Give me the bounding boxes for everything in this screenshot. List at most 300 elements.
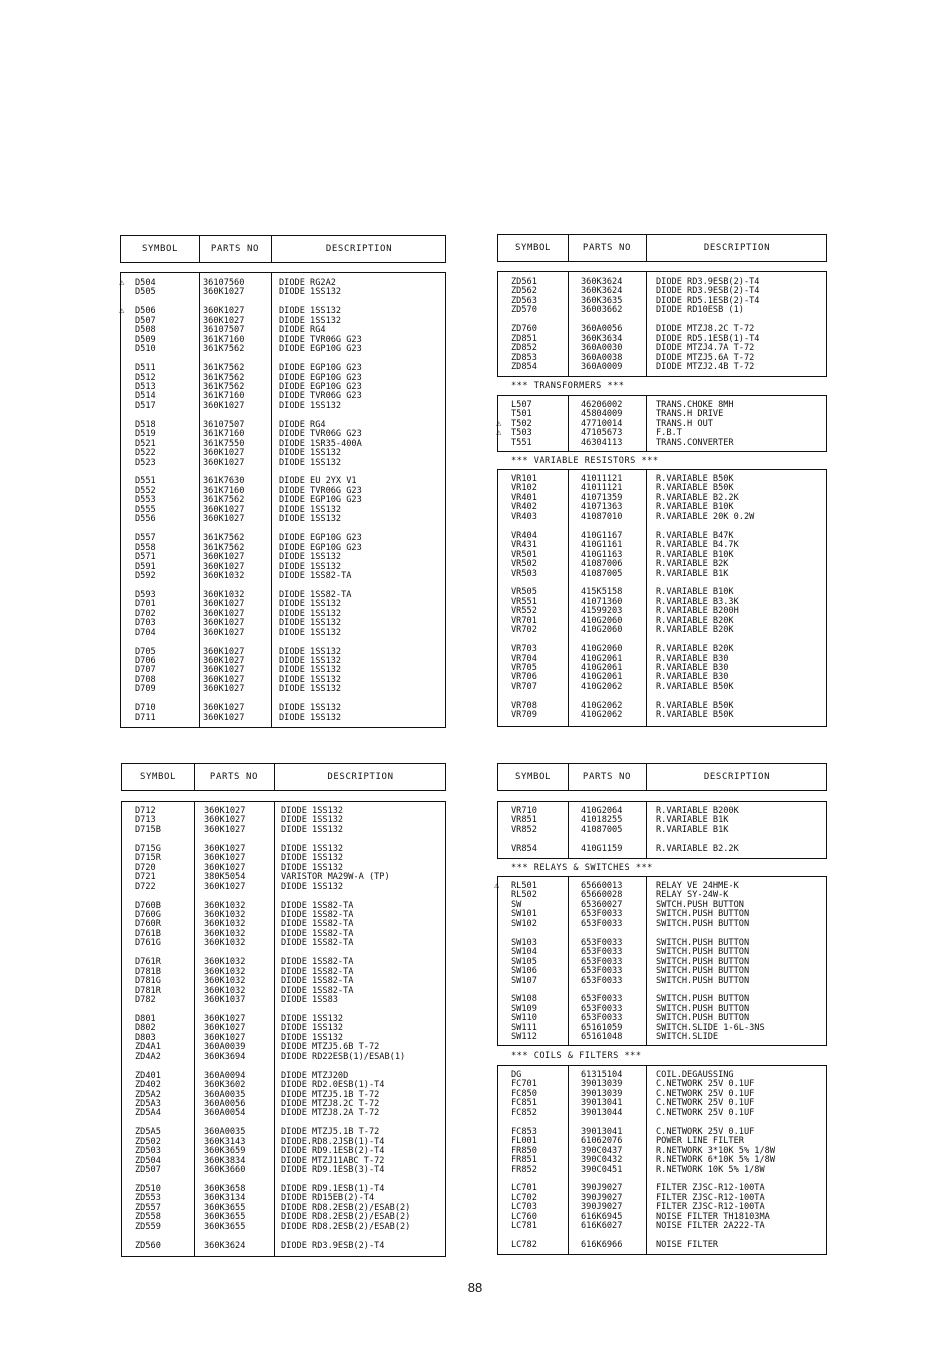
parts-no-cell: 360K3694 [204, 1051, 246, 1062]
parts-no-cell: 45804009 [581, 409, 623, 420]
description-cell: DIODE MTZJ8.2C T-72 [281, 1098, 380, 1109]
parts-no-cell: 361K7562 [203, 363, 245, 374]
parts-no-cell: 361K7562 [203, 495, 245, 506]
parts-no-cell: 410G1163 [581, 549, 623, 560]
table-row [0, 401, 950, 411]
symbol-cell: ZD570 [511, 305, 537, 316]
description-cell: DIODE 1SS83 [281, 995, 338, 1005]
symbol-cell: ZD557 [135, 1202, 161, 1213]
parts-no-cell: 360K1027 [204, 824, 246, 835]
symbol-cell: SW104 [511, 947, 537, 958]
table-row [0, 1184, 950, 1194]
description-cell: DIODE 1SS132 [279, 315, 342, 326]
parts-no-cell: 410G2061 [581, 672, 623, 683]
parts-no-cell: 410G2064 [581, 806, 623, 816]
symbol-cell: D707 [135, 665, 156, 676]
description-cell: SWITCH.PUSH BUTTON [656, 909, 750, 920]
parts-no-cell: 65161048 [581, 1032, 623, 1043]
symbol-cell: LC760 [511, 1211, 537, 1222]
symbol-cell: ZD507 [135, 1165, 161, 1176]
table-row [0, 1014, 950, 1024]
description-cell: DIODE 1SS132 [279, 552, 342, 563]
table-row [0, 683, 950, 693]
description-cell: F.B.T [656, 428, 682, 439]
table-row [0, 570, 950, 580]
description-cell: DIODE EGP10G G23 [279, 344, 362, 355]
table-row [0, 673, 950, 683]
description-cell: R.VARIABLE B2K [656, 559, 729, 570]
description-cell: DIODE 1SS132 [279, 608, 342, 619]
symbol-cell: D505 [135, 287, 156, 298]
header-parts-no: PARTS NO [582, 243, 632, 253]
symbol-cell: D509 [135, 334, 156, 345]
symbol-cell: FR850 [511, 1145, 537, 1156]
table-row [0, 344, 950, 354]
description-cell: FILTER ZJSC-R12-100TA [656, 1183, 765, 1194]
description-cell: R.VARIABLE B1K [656, 824, 729, 835]
symbol-cell: D760B [135, 900, 161, 911]
table-row [0, 1147, 950, 1157]
symbol-cell: LC781 [511, 1221, 537, 1232]
parts-no-cell: 360K1027 [203, 684, 245, 695]
symbol-cell: D504 [135, 278, 156, 288]
description-cell: DIODE 1SS132 [279, 457, 342, 468]
symbol-cell: VR101 [511, 474, 537, 484]
parts-no-cell: 360K3655 [204, 1202, 246, 1213]
description-cell: SWITCH.PUSH BUTTON [656, 937, 750, 948]
description-cell: DIODE 1SS82-TA [281, 966, 354, 977]
table-header-top-left [120, 235, 446, 263]
table-row [0, 607, 950, 617]
parts-no-cell: 415K5158 [581, 587, 623, 598]
symbol-cell: D517 [135, 400, 156, 411]
table-row [0, 484, 950, 494]
description-cell: R.NETWORK 6*10K 5% 1/8W [656, 1155, 775, 1166]
parts-no-cell: 360K1037 [204, 995, 246, 1005]
table-row [0, 939, 950, 949]
parts-no-cell: 39013044 [581, 1107, 623, 1118]
symbol-cell: D553 [135, 495, 156, 506]
parts-no-cell: 47105673 [581, 428, 623, 439]
parts-no-cell: 390J9027 [581, 1192, 623, 1203]
description-cell: R.VARIABLE B50K [656, 710, 734, 721]
table-header-top-right [497, 234, 827, 262]
parts-no-cell: 360K1032 [203, 570, 245, 581]
symbol-cell: D518 [135, 419, 156, 430]
description-cell: SWTCH.PUSH BUTTON [656, 899, 744, 910]
symbol-cell: LC702 [511, 1192, 537, 1203]
description-cell: DIODE 1SS132 [281, 881, 344, 892]
symbol-cell: D514 [135, 391, 156, 402]
description-cell: DIODE RD5.1ESB(2)-T4 [656, 295, 760, 306]
symbol-cell: D715B [135, 824, 161, 835]
description-cell: DIODE MTZJ8.2A T-72 [281, 1108, 380, 1119]
description-cell: DIODE MTZJ2.4B T-72 [656, 362, 755, 373]
description-cell: R.VARIABLE B2.2K [656, 492, 739, 503]
table-row [0, 420, 950, 430]
description-cell: DIODE 1SS132 [279, 656, 342, 666]
symbol-cell: D506 [135, 306, 156, 317]
symbol-cell: VR702 [511, 625, 537, 636]
description-cell: DIODE 1SS132 [279, 665, 342, 676]
parts-no-cell: 616K6027 [581, 1221, 623, 1232]
description-cell: DIODE RD8.2ESB(2)/ESAB(2) [281, 1221, 411, 1232]
table-row [0, 541, 950, 551]
description-cell: DIODE 1SS132 [279, 561, 342, 572]
parts-no-cell: 361K7630 [203, 476, 245, 487]
description-cell: DIODE RD9.1ESB(3)-T4 [281, 1165, 385, 1176]
table-row [0, 503, 950, 513]
description-cell: DIODE RD9.1ESB(2)-T4 [281, 1146, 385, 1157]
parts-no-cell: 360A0035 [204, 1089, 246, 1100]
description-cell: DIODE 1SS132 [279, 646, 342, 657]
description-cell: DIODE MTZJ5.1B T-72 [281, 1089, 380, 1100]
page-number: 88 [467, 1280, 483, 1295]
parts-no-cell: 61062076 [581, 1136, 623, 1147]
description-cell: NOISE FILTER [656, 1240, 719, 1251]
description-cell: DIODE 1SS132 [281, 843, 344, 854]
description-cell: R.VARIABLE B30 [656, 653, 729, 664]
parts-no-cell: 360A0038 [581, 352, 623, 363]
description-cell: SWITCH.PUSH BUTTON [656, 918, 750, 929]
table-row [0, 995, 950, 1005]
symbol-cell: D510 [135, 344, 156, 355]
symbol-cell: ZD563 [511, 295, 537, 306]
safety-warning-icon: ⚠ [494, 881, 500, 891]
description-cell: DIODE EGP10G G23 [279, 372, 362, 383]
parts-no-cell: 360K1027 [204, 862, 246, 873]
parts-no-cell: 360K1027 [203, 599, 245, 610]
symbol-cell: FL001 [511, 1136, 537, 1147]
description-cell: R.VARIABLE B50K [656, 681, 734, 692]
table-row [0, 626, 950, 636]
table-row [0, 1203, 950, 1213]
parts-no-cell: 410G2061 [581, 663, 623, 673]
description-cell: DIODE 1SS132 [279, 674, 342, 685]
parts-no-cell: 36003662 [581, 305, 623, 316]
description-cell: R.VARIABLE B50K [656, 483, 734, 494]
description-cell: SWITCH.PUSH BUTTON [656, 956, 750, 967]
parts-no-cell: 47710014 [581, 418, 623, 429]
symbol-cell: FR852 [511, 1164, 537, 1175]
table-row [0, 958, 950, 968]
description-cell: DIODE 1SS132 [281, 1013, 344, 1024]
parts-no-cell: 360K1027 [203, 448, 245, 459]
symbol-cell: VR703 [511, 644, 537, 655]
description-cell: DIODE 1SS132 [279, 400, 342, 411]
parts-no-cell: 360K1027 [203, 561, 245, 572]
symbol-cell: ZD760 [511, 324, 537, 335]
symbol-cell: VR404 [511, 530, 537, 541]
parts-no-cell: 41071360 [581, 596, 623, 607]
parts-no-cell: 360K1027 [204, 815, 246, 826]
description-cell: DIODE RD3.9ESB(2)-T4 [281, 1240, 385, 1251]
description-cell: SWITCH.PUSH BUTTON [656, 994, 750, 1005]
parts-no-cell: 616K6945 [581, 1211, 623, 1222]
symbol-cell: ZD852 [511, 343, 537, 354]
symbol-cell: D519 [135, 429, 156, 440]
description-cell: SWITCH.SLIDE 1-6L-3NS [656, 1022, 765, 1033]
parts-no-cell: 360K3660 [204, 1165, 246, 1176]
description-cell: DIODE 1SS82-TA [281, 900, 354, 911]
symbol-cell: D720 [135, 862, 156, 873]
table-row [0, 475, 950, 485]
description-cell: DIODE 1SS82-TA [281, 928, 354, 939]
table-row [0, 297, 950, 307]
symbol-cell: T502 [511, 418, 532, 429]
description-cell: DIODE 1SS132 [281, 1023, 344, 1034]
parts-no-cell: 360K1027 [204, 1023, 246, 1034]
parts-no-cell: 46304113 [581, 437, 623, 448]
table-row [0, 335, 950, 345]
symbol-cell: D522 [135, 448, 156, 459]
parts-no-cell: 65161059 [581, 1022, 623, 1033]
description-cell: DIODE 1SS82-TA [281, 919, 354, 930]
symbol-cell: D713 [135, 815, 156, 826]
symbol-cell: D710 [135, 703, 156, 714]
symbol-cell: RL501 [511, 881, 537, 891]
description-cell: DIODE 1SS82-TA [281, 957, 354, 968]
parts-no-cell: 360K1027 [204, 806, 246, 816]
safety-warning-icon: ⚠ [496, 428, 502, 439]
symbol-cell: D571 [135, 552, 156, 563]
description-cell: RELAY SY-24W-K [656, 890, 729, 901]
symbol-cell: ZD562 [511, 286, 537, 297]
parts-no-cell: 360K1032 [204, 957, 246, 968]
table-row [0, 920, 950, 930]
description-cell: DIODE MTZJ4.7A T-72 [656, 343, 755, 354]
symbol-cell: VR854 [511, 843, 537, 854]
description-cell: DIODE 1SS132 [279, 618, 342, 629]
table-row [0, 1166, 950, 1176]
table-row [0, 617, 950, 627]
symbol-cell: D712 [135, 806, 156, 816]
table-row [0, 816, 950, 826]
symbol-cell: SW109 [511, 1003, 537, 1014]
table-row [0, 1128, 950, 1138]
description-cell: DIODE TVR06G G23 [279, 485, 362, 496]
symbol-cell: ZD5A5 [135, 1127, 161, 1138]
parts-no-cell: 410G2062 [581, 710, 623, 721]
symbol-cell: ZD502 [135, 1136, 161, 1147]
symbol-cell: D557 [135, 533, 156, 544]
description-cell: DIODE 1SS132 [281, 862, 344, 873]
symbol-cell: LC701 [511, 1183, 537, 1194]
description-cell: SWITCH.PUSH BUTTON [656, 966, 750, 977]
parts-no-cell: 46206002 [581, 400, 623, 410]
parts-no-cell: 361K7562 [203, 344, 245, 355]
section-transformers: *** TRANSFORMERS *** [511, 381, 625, 391]
parts-no-cell: 360K3635 [581, 295, 623, 306]
parts-no-cell: 410G1161 [581, 540, 623, 551]
symbol-cell: RL502 [511, 890, 537, 901]
parts-no-cell: 361K7160 [203, 485, 245, 496]
parts-no-cell: 360K1027 [203, 552, 245, 563]
description-cell: R.VARIABLE B10K [656, 587, 734, 598]
symbol-cell: D555 [135, 504, 156, 515]
description-cell: DIODE RD8.2ESB(2)/ESAB(2) [281, 1212, 411, 1223]
symbol-cell: VR710 [511, 806, 537, 816]
description-cell: DIODE 1SS82-TA [281, 938, 354, 949]
symbol-cell: VR706 [511, 672, 537, 683]
description-cell: DIODE TVR06G G23 [279, 429, 362, 440]
symbol-cell: D760G [135, 909, 161, 920]
table-row [0, 325, 950, 335]
parts-no-cell: 360K3134 [204, 1193, 246, 1204]
symbol-cell: VR704 [511, 653, 537, 664]
parts-no-cell: 39013039 [581, 1079, 623, 1090]
description-cell: DIODE 1SS132 [279, 504, 342, 515]
table-row [0, 306, 950, 316]
description-cell: TRANS.H DRIVE [656, 409, 724, 420]
parts-no-cell: 360A0056 [204, 1098, 246, 1109]
description-cell: DIODE TVR06G G23 [279, 334, 362, 345]
description-cell: DIODE RD9.1ESB(1)-T4 [281, 1184, 385, 1194]
symbol-cell: D709 [135, 684, 156, 695]
description-cell: R.VARIABLE B4.7K [656, 540, 739, 551]
description-cell: DIODE MTZJ11ABC T-72 [281, 1155, 385, 1166]
description-cell: R.VARIABLE B10K [656, 549, 734, 560]
symbol-cell: DG [511, 1070, 522, 1080]
description-cell: DIODE 1SS82-TA [279, 570, 352, 581]
symbol-cell: VR852 [511, 824, 537, 835]
table-row [0, 711, 950, 721]
description-cell: R.NETWORK 10K 5% 1/8W [656, 1164, 765, 1175]
table-row [0, 655, 950, 665]
symbol-cell: D551 [135, 476, 156, 487]
symbol-cell: ZD510 [135, 1184, 161, 1194]
description-cell: C.NETWORK 25V 0.1UF [656, 1098, 755, 1109]
symbol-cell: VR503 [511, 568, 537, 579]
description-cell: R.VARIABLE B200H [656, 606, 739, 617]
parts-no-cell: 41087006 [581, 559, 623, 570]
parts-no-cell: 361K7562 [203, 381, 245, 392]
description-cell: DIODE RG2A2 [279, 278, 336, 288]
symbol-cell: VR401 [511, 492, 537, 503]
symbol-cell: VR551 [511, 596, 537, 607]
symbol-cell: D801 [135, 1013, 156, 1024]
description-cell: DIODE EU 2YX V1 [279, 476, 357, 487]
parts-no-cell: 36107560 [203, 278, 245, 288]
parts-no-cell: 410G2060 [581, 625, 623, 636]
description-cell: DIODE RD15EB(2)-T4 [281, 1193, 375, 1204]
description-cell: R.VARIABLE B1K [656, 815, 729, 826]
symbol-cell: ZD561 [511, 277, 537, 287]
parts-no-cell: 360K1027 [203, 703, 245, 714]
table-row [0, 882, 950, 892]
table-row [0, 901, 950, 911]
description-cell: DIODE RD3.9ESB(2)-T4 [656, 277, 760, 287]
symbol-cell: D591 [135, 561, 156, 572]
table-row [0, 410, 950, 420]
parts-no-cell: 41071359 [581, 492, 623, 503]
symbol-cell: D508 [135, 325, 156, 336]
parts-no-cell: 360K1027 [203, 457, 245, 468]
symbol-cell: D552 [135, 485, 156, 496]
symbol-cell: D512 [135, 372, 156, 383]
table-header-bottom-right [497, 763, 827, 791]
symbol-cell: FC853 [511, 1126, 537, 1137]
parts-no-cell: 360A0094 [204, 1070, 246, 1081]
description-cell: NOISE FILTER 2A222-TA [656, 1221, 765, 1232]
symbol-cell: ZD851 [511, 333, 537, 344]
symbol-cell: VR403 [511, 511, 537, 522]
description-cell: DIODE RG4 [279, 325, 326, 336]
description-cell: R.VARIABLE B20K [656, 615, 734, 626]
symbol-cell: SW110 [511, 1013, 537, 1024]
description-cell: DIODE.RD8.2JSB(1)-T4 [281, 1136, 385, 1147]
symbol-cell: D592 [135, 570, 156, 581]
description-cell: R.VARIABLE B47K [656, 530, 734, 541]
header-parts-no: PARTS NO [582, 772, 632, 782]
description-cell: DIODE TVR06G G23 [279, 391, 362, 402]
table-row [0, 1005, 950, 1015]
parts-no-cell: 361K7160 [203, 334, 245, 345]
description-cell: DIODE MTZJ8.2C T-72 [656, 324, 755, 335]
parts-no-cell: 360K3143 [204, 1136, 246, 1147]
symbol-cell: D803 [135, 1032, 156, 1043]
header-parts-no: PARTS NO [209, 772, 259, 782]
description-cell: DIODE MTZJ5.1B T-72 [281, 1127, 380, 1138]
symbol-cell: ZD853 [511, 352, 537, 363]
table-row [0, 1099, 950, 1109]
symbol-cell: D511 [135, 363, 156, 374]
description-cell: DIODE 1SS132 [281, 806, 344, 816]
description-cell: DIODE 1SS82-TA [281, 985, 354, 996]
parts-no-cell: 360K1032 [204, 985, 246, 996]
parts-no-cell: 360K3834 [204, 1155, 246, 1166]
description-cell: R.VARIABLE B200K [656, 806, 739, 816]
parts-no-cell: 360K3602 [204, 1080, 246, 1091]
description-cell: SWITCH.PUSH BUTTON [656, 947, 750, 958]
symbol-cell: D513 [135, 381, 156, 392]
symbol-cell: ZD504 [135, 1155, 161, 1166]
parts-no-cell: 653F0033 [581, 975, 623, 986]
symbol-cell: L507 [511, 400, 532, 410]
description-cell: COIL.DEGAUSSING [656, 1070, 734, 1080]
symbol-cell: FR851 [511, 1155, 537, 1166]
table-row [0, 1156, 950, 1166]
parts-no-cell: 653F0033 [581, 937, 623, 948]
symbol-cell: ZD5A2 [135, 1089, 161, 1100]
symbol-cell: LC703 [511, 1202, 537, 1213]
table-row [0, 459, 950, 469]
description-cell: TRANS.CHOKE 8MH [656, 400, 734, 410]
description-cell: TRANS.H OUT [656, 418, 713, 429]
table-row [0, 967, 950, 977]
description-cell: DIODE 1SS132 [279, 627, 342, 638]
description-cell: DIODE 1SS132 [279, 712, 342, 723]
parts-no-cell: 653F0033 [581, 994, 623, 1005]
description-cell: FILTER ZJSC-R12-100TA [656, 1192, 765, 1203]
symbol-cell: T503 [511, 428, 532, 439]
parts-no-cell: 360K1027 [203, 618, 245, 629]
symbol-cell: D703 [135, 618, 156, 629]
description-cell: R.VARIABLE B10K [656, 502, 734, 513]
safety-warning-icon: ⚠ [496, 418, 502, 429]
parts-no-cell: 390C0451 [581, 1164, 623, 1175]
table-row [0, 807, 950, 817]
parts-no-cell: 360K1027 [203, 315, 245, 326]
parts-no-cell: 360K1027 [203, 287, 245, 298]
parts-no-cell: 360K1032 [204, 938, 246, 949]
parts-no-cell: 360A0035 [204, 1127, 246, 1138]
header-symbol: SYMBOL [139, 772, 177, 782]
parts-no-cell: 360K1027 [203, 646, 245, 657]
description-cell: DIODE 1SS132 [279, 703, 342, 714]
description-cell: R.VARIABLE B3.3K [656, 596, 739, 607]
header-description: DESCRIPTION [325, 244, 393, 254]
